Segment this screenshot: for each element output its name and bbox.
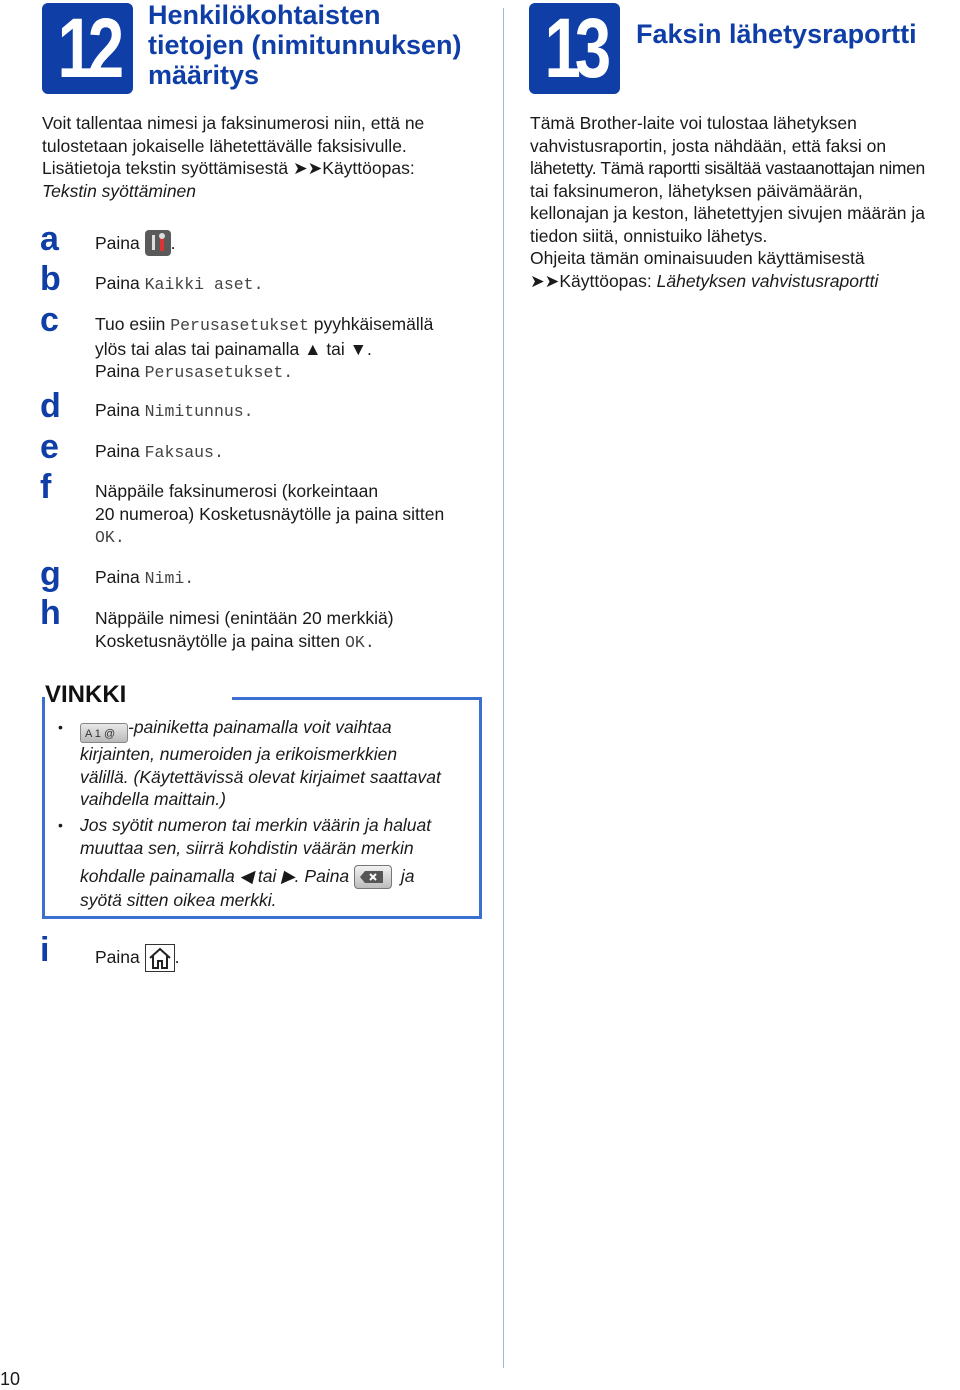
menu-option-kaikki-aset: Kaikki aset (144, 275, 254, 294)
body-line: Tämä Brother-laite voi tulostaa lähetyksen (530, 113, 857, 133)
title-line: määritys (148, 60, 260, 90)
step-f-text (95, 480, 475, 550)
manual-reference: Lähetyksen vahvistusraportti (656, 270, 879, 291)
body-line: tiedon siitä, onnistuiko lähetys. (530, 225, 768, 246)
intro-line: tulostetaan jokaiselle lähetettävälle faksisivulle. (42, 135, 407, 156)
step-f-line1: Näppäile faksinumerosi (korkeintaan (95, 481, 379, 501)
step-g-label: Paina (95, 567, 140, 587)
bullet2-line: ja (400, 866, 415, 886)
punct: . (253, 275, 264, 294)
manual-reference-prefix: ➤➤Käyttöopas: (530, 270, 657, 291)
step-letter-b: b (40, 260, 61, 298)
vinkki-bullet-2 (80, 814, 470, 912)
step-h-line1: Näppäile nimesi (enintään 20 merkkiä) (95, 608, 394, 628)
section-badge-13 (529, 3, 620, 94)
bullet1-line: vaihdella maittain.) (80, 789, 226, 809)
step-c-mid: pyyhkäisemällä (313, 314, 434, 334)
punct: . (114, 528, 125, 547)
step-e-text (95, 440, 475, 465)
bullet1-line: -painiketta painamalla voit vaihtaa (128, 717, 392, 737)
menu-option-perusasetukset: Perusasetukset (170, 316, 309, 335)
step-a-text (95, 230, 475, 256)
tools-icon (145, 230, 171, 256)
ok-button-label: OK (95, 528, 115, 547)
step-i-label: Paina (95, 947, 140, 967)
title-line: Henkilökohtaisten (148, 0, 381, 30)
punct: . (170, 233, 176, 253)
section-number: 13 (544, 1, 605, 95)
bullet-dot: • (58, 817, 63, 833)
step-d-text (95, 399, 475, 424)
section-title (148, 0, 462, 90)
home-icon (145, 944, 175, 972)
step-letter-f: f (40, 468, 52, 506)
section-number: 12 (57, 1, 118, 95)
menu-option-perusasetukset: Perusasetukset (144, 363, 284, 382)
punct: . (184, 569, 195, 588)
step-letter-g: g (40, 555, 61, 593)
section-title: Faksin lähetysraportti (636, 19, 917, 49)
punct: . (243, 402, 254, 421)
body-line: kellonajan ja keston, lähetettyjen sivujen määrän ja (530, 203, 925, 223)
body-line: tai faksinumeron, lähetyksen päivämäärän, (530, 180, 863, 201)
page-number: 10 (0, 1369, 21, 1389)
bullet1-line: välillä. (Käytettävissä olevat kirjaimet saattavat (80, 766, 441, 787)
backspace-icon (354, 865, 392, 889)
step-c-label: Tuo esiin (95, 314, 166, 334)
column-divider (503, 8, 504, 1368)
step-h-text (95, 607, 475, 654)
step-e-label: Paina (95, 441, 140, 461)
punct: . (174, 947, 180, 967)
step-a-label: Paina (95, 233, 140, 253)
step-letter-c: c (40, 301, 59, 339)
step-i-text (95, 944, 475, 972)
intro-paragraph (42, 112, 492, 202)
intro-line: Voit tallentaa nimesi ja faksinumerosi niin, että ne (42, 113, 425, 133)
manual-reference: Tekstin syöttäminen (42, 180, 197, 201)
vinkki-bullet-1 (80, 716, 470, 811)
step-c-text (95, 313, 475, 385)
step-b-label: Paina (95, 273, 140, 293)
menu-option-nimi: Nimi (144, 569, 185, 588)
step-c-line2: ylös tai alas tai painamalla ▲ tai ▼. (95, 338, 372, 359)
step-letter-d: d (40, 387, 61, 425)
body-line: Ohjeita tämän ominaisuuden käyttämisestä (530, 248, 865, 268)
bullet-dot: • (58, 719, 63, 735)
intro-line: Lisätietoja tekstin syöttämisestä ➤➤Käyttöopas: (42, 158, 415, 178)
punct: . (283, 363, 294, 382)
punct: . (213, 443, 224, 462)
step-d-label: Paina (95, 400, 140, 420)
title-line: tietojen (nimitunnuksen) (148, 30, 462, 60)
step-g-text (95, 566, 475, 591)
punct: . (364, 632, 375, 652)
menu-option-nimitunnus: Nimitunnus (144, 402, 244, 421)
vinkki-title: VINKKI (45, 681, 127, 708)
bullet1-line: kirjainten, numeroiden ja erikoismerkkien (80, 744, 398, 764)
section-badge-12 (42, 3, 133, 94)
body-line: lähetetty. Tämä raportti sisältää vastaanottajan nimen (530, 158, 925, 178)
body-line: vahvistusraportin, josta nähdään, että faksi on (530, 135, 887, 156)
bullet2-line: muuttaa sen, siirrä kohdistin väärän merkin (80, 837, 414, 858)
bullet2-line: syötä sitten oikea merkki. (80, 890, 277, 910)
step-b-text (95, 272, 475, 297)
step-letter-h: h (40, 594, 61, 632)
bullet2-line: kohdalle painamalla ◀ tai ▶. Paina (80, 866, 350, 886)
bullet2-line: Jos syötit numeron tai merkin väärin ja haluat (80, 815, 432, 835)
step-letter-e: e (40, 428, 59, 466)
step-f-line2: 20 numeroa) Kosketusnäytölle ja paina sitten (95, 503, 445, 524)
step-letter-a: a (40, 220, 59, 258)
menu-option-faksaus: Faksaus (144, 443, 214, 462)
input-mode-icon: A 1 @ (80, 723, 128, 743)
step-h-line2: Kosketusnäytölle ja paina sitten (95, 630, 341, 651)
step-letter-i: i (40, 931, 50, 969)
report-description (530, 112, 960, 292)
step-c-label2: Paina (95, 361, 140, 381)
ok-button-label: OK (345, 632, 365, 652)
